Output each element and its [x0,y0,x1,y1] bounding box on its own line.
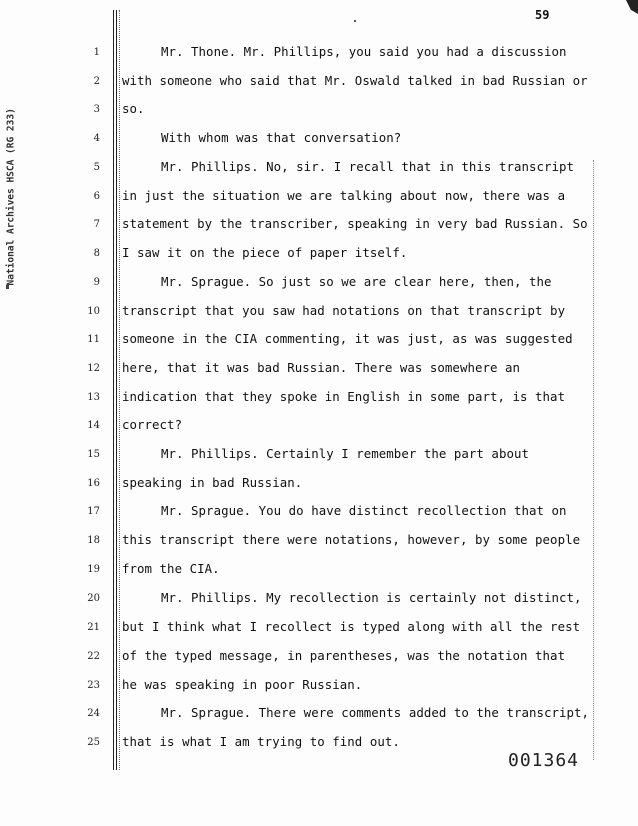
line-text: Mr. Thone. Mr. Phillips, you said you had a discussion [161,44,567,59]
line-number: 13 [87,392,100,403]
line-text: With whom was that conversation? [161,130,402,145]
transcript-line [0,648,638,668]
line-number: 17 [87,506,100,517]
line-text: he was speaking in poor Russian. [122,677,363,692]
line-number: 20 [87,593,100,604]
transcript-line [0,360,638,380]
line-text: I saw it on the piece of paper itself. [122,245,408,260]
line-text: Mr. Sprague. There were comments added to the transcript, [161,705,590,720]
transcript-line [0,73,638,93]
line-text: someone in the CIA commenting, it was just, as was suggested [122,331,573,346]
transcript-line [0,677,638,697]
line-number: 23 [87,680,100,691]
transcript-line [0,389,638,409]
transcript-line [0,475,638,495]
transcript-line [0,705,638,725]
line-number: 22 [87,651,100,662]
line-number: 9 [93,277,100,288]
line-text: that is what I am trying to find out. [122,734,400,749]
line-text: speaking in bad Russian. [122,475,303,490]
line-number: 10 [87,306,100,317]
transcript-line [0,101,638,121]
line-text: transcript that you saw had notations on that transcript by [122,303,566,318]
line-number: 1 [93,47,100,58]
line-number: 5 [93,162,100,173]
page-number: 59 [535,8,550,22]
transcript-line [0,130,638,150]
line-number: 24 [87,708,100,719]
transcript-line [0,159,638,179]
line-text: this transcript there were notations, however, by some people [122,532,581,547]
line-number: 12 [87,363,100,374]
line-number: 8 [93,248,100,259]
line-text: Mr. Phillips. Certainly I remember the part about [161,446,529,461]
line-text: Mr. Sprague. You do have distinct recollection that on [161,503,567,518]
transcript-line [0,303,638,323]
transcript-line [0,561,638,581]
transcript-line [0,245,638,265]
line-text: of the typed message, in parentheses, was the notation that [122,648,566,663]
line-number: 2 [93,76,100,87]
line-number: 15 [87,449,100,460]
line-text: Mr. Phillips. My recollection is certainly not distinct, [161,590,582,605]
line-number: 19 [87,564,100,575]
line-text: from the CIA. [122,561,220,576]
transcript-line [0,274,638,294]
line-number: 18 [87,535,100,546]
transcript-line [0,44,638,64]
line-number: 11 [87,334,100,345]
transcript-line [0,590,638,610]
line-text: Mr. Sprague. So just so we are clear here, then, the [161,274,552,289]
corner-mark [626,0,638,14]
document-stamp: 001364 [508,750,580,771]
line-number: 16 [87,478,100,489]
line-number: 4 [93,133,100,144]
line-number: 14 [87,420,100,431]
line-number: 7 [93,219,100,230]
line-number: 21 [87,622,100,633]
line-text: correct? [122,417,183,432]
line-number: 6 [93,191,100,202]
line-text: here, that it was bad Russian. There was somewhere an [122,360,521,375]
line-text: Mr. Phillips. No, sir. I recall that in this transcript [161,159,575,174]
transcript-line [0,331,638,351]
line-text: statement by the transcriber, speaking in very bad Russian. So [122,216,588,231]
transcript-line [0,417,638,437]
transcript-line [0,532,638,552]
line-text: but I think what I recollect is typed along with all the rest [122,619,581,634]
transcript-line [0,188,638,208]
transcript-line [0,216,638,236]
line-text: so. [122,101,145,116]
line-text: indication that they spoke in English in some part, is that [122,389,566,404]
speck [354,20,356,22]
archive-side-label: National Archives HSCA (RG 233) [5,108,17,286]
line-number: 3 [93,104,100,115]
line-text: with someone who said that Mr. Oswald talked in bad Russian or [122,73,588,88]
line-text: in just the situation we are talking about now, there was a [122,188,566,203]
transcript-line [0,503,638,523]
line-number: 25 [87,737,100,748]
transcript-line [0,619,638,639]
transcript-line [0,446,638,466]
